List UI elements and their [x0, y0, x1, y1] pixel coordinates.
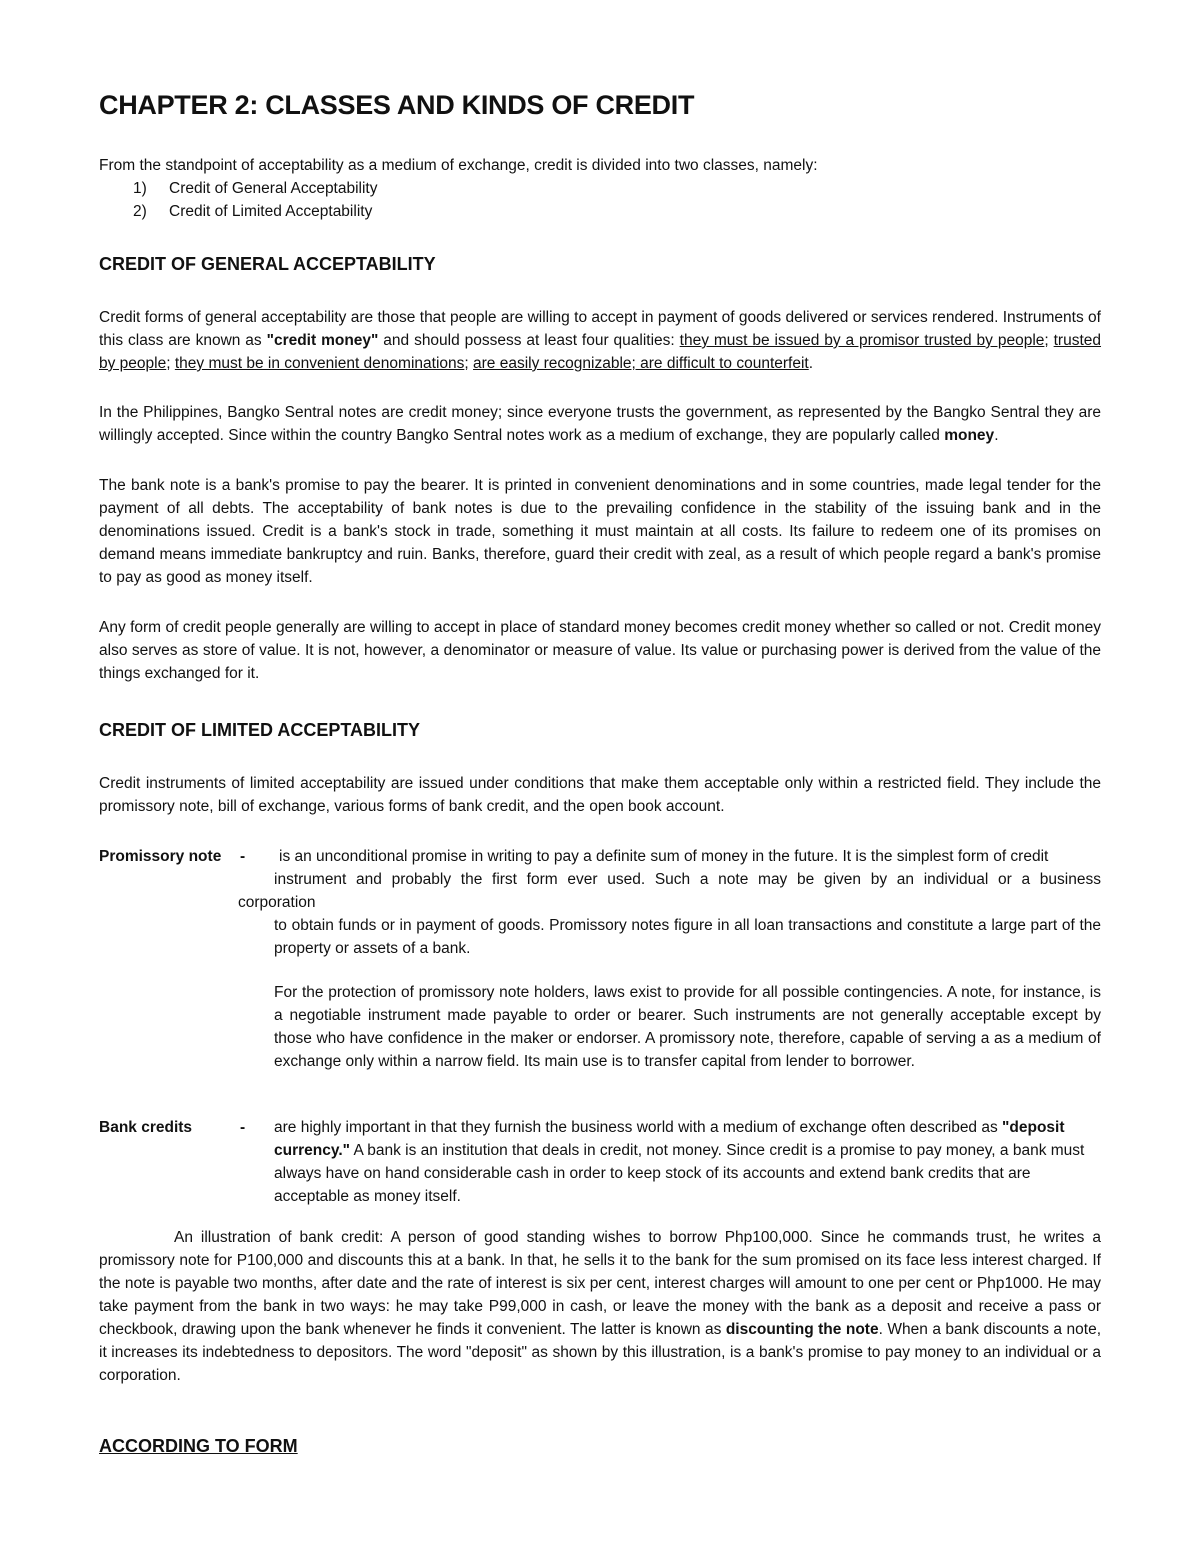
intro-paragraph: From the standpoint of acceptability as a medium of exchange, credit is divided into two classes, namely: — [99, 157, 818, 174]
illustration-paragraph — [99, 1226, 1101, 1387]
promissory-line-4: to obtain funds or in payment of goods. Promissory notes figure in all loan transactions and constitute a large part of the property or assets of a bank. — [274, 917, 1101, 957]
chapter-title: CHAPTER 2: CLASSES AND KINDS OF CREDIT — [99, 90, 695, 120]
general-paragraph-4: Any form of credit people generally are willing to accept in place of standard money becomes credit money whether so called or not. Credit money also serves as store of value. It is not, however, a denominator or measure of value. Its value or purchasing power is derived from the value of the things exchanged for it. — [99, 619, 1101, 682]
general-p1-text-2: and should possess at least four qualities: — [378, 332, 680, 349]
illustration-text-1: An illustration of bank credit: A person of good standing wishes to borrow Php100,000. Since he commands trust, he writes a promissory note for P100,000 and discounts this at a bank. In that, he sells it to the bank for the sum promised on its face less interest charged. If the note is payable two months, after date and the rate of interest is six per cent, interest charges will amount to one per cent or Php1000. He may take payment from the bank in two ways: he may take P99,000 in cash, or leave the money with the bank as a deposit and receive a pass or checkbook, drawing upon the bank whenever he finds it convenient. The latter is known as — [99, 1229, 1101, 1338]
illustration-text-2: . When a bank discounts a note, it increases its indebtedness to depositors. The word "deposit" as shown by this illustration, is a bank's promise to pay money to an individual or a corporation. — [99, 1321, 1101, 1384]
bank-credits-text — [274, 1116, 1101, 1208]
money-term: money — [944, 427, 995, 444]
list-item-label: Credit of General Acceptability — [169, 180, 378, 197]
list-item-label: Credit of Limited Acceptability — [169, 203, 373, 220]
promissory-note-term: Promissory note — [99, 848, 222, 865]
promissory-line-1: is an unconditional promise in writing to pay a definite sum of money in the future. It is the simplest form of credit — [279, 848, 1049, 865]
general-paragraph-1 — [99, 306, 1101, 375]
general-p1-text: Credit forms of general acceptability are those that people are willing to accept in payment of goods delivered or services rendered. Instruments of this class are known as — [99, 309, 1101, 349]
promissory-line-3: corporation — [238, 894, 316, 911]
bank-credits-term: Bank credits — [99, 1119, 193, 1136]
separator: ; — [1044, 332, 1054, 349]
section-heading-general: CREDIT OF GENERAL ACCEPTABILITY — [99, 254, 436, 274]
promissory-line-2: instrument and probably the first form ever used. Such a note may be given by an individual or a business — [274, 871, 1101, 888]
discounting-term: discounting the note — [725, 1321, 879, 1338]
bank-credits-text-1: are highly important in that they furnish the business world with a medium of exchange often described as — [274, 1119, 1003, 1136]
general-paragraph-2 — [99, 401, 1101, 447]
quality-4: are easily recognizable; are difficult to counterfeit — [473, 355, 809, 372]
bank-credits-text-2: A bank is an institution that deals in credit, not money. Since credit is a promise to pay money, a bank must always have on hand considerable cash in order to keep stock of its accounts and extend bank credits that are acceptable as money itself. — [274, 1142, 1085, 1205]
list-item — [99, 200, 378, 223]
general-paragraph-3: The bank note is a bank's promise to pay the bearer. It is printed in convenient denominations and in some countries, made legal tender for the payment of all debts. The acceptability of bank notes is due to the prevailing confidence in the stability of the issuing bank and in the denominations issued. Credit is a bank's stock in trade, something it must maintain at all costs. Its failure to redeem one of its promises on demand means immediate bankruptcy and ruin. Banks, therefore, guard their credit with zeal, as a result of which people regard a bank's promise to pay as good as money itself. — [99, 477, 1101, 586]
period: . — [808, 355, 814, 372]
separator: ; — [464, 355, 473, 372]
general-p2-text: In the Philippines, Bangko Sentral notes are credit money; since everyone trusts the government, as represented by the Bangko Sentral they are willingly accepted. Since within the country Bangko Sentral notes work as a medium of exchange, they are popularly called — [99, 404, 1101, 444]
quality-1: they must be issued by a promisor trusted by people — [679, 332, 1045, 349]
list-item — [99, 177, 378, 200]
list-item-number: 1) — [133, 180, 147, 197]
quality-3: they must be in convenient denominations — [174, 355, 465, 372]
section-heading-according: ACCORDING TO FORM — [99, 1436, 298, 1456]
period: . — [994, 427, 999, 444]
term-dash: - — [240, 848, 246, 865]
deposit-currency-term: "deposit currency." — [274, 1119, 1065, 1159]
list-item-number: 2) — [133, 203, 147, 220]
limited-paragraph-1: Credit instruments of limited acceptability are issued under conditions that make them acceptable only within a restricted field. They include the promissory note, bill of exchange, various forms of bank credit, and the open book account. — [99, 775, 1101, 815]
quality-2: trusted by people — [99, 332, 1102, 372]
term-dash: - — [240, 1119, 246, 1136]
separator: ; — [166, 355, 175, 372]
promissory-paragraph-2: For the protection of promissory note holders, laws exist to provide for all possible contingencies. A note, for instance, is a negotiable instrument made payable to order or bearer. Such instruments are not generally acceptable except by those who have confidence in the maker or endorser. A promissory note, therefore, capable of serving a as a medium of exchange only within a narrow field. Its main use is to transfer capital from lender to borrower. — [274, 984, 1101, 1070]
credit-money-term: "credit money" — [266, 332, 379, 349]
section-heading-limited: CREDIT OF LIMITED ACCEPTABILITY — [99, 720, 420, 740]
classes-list — [99, 177, 378, 223]
